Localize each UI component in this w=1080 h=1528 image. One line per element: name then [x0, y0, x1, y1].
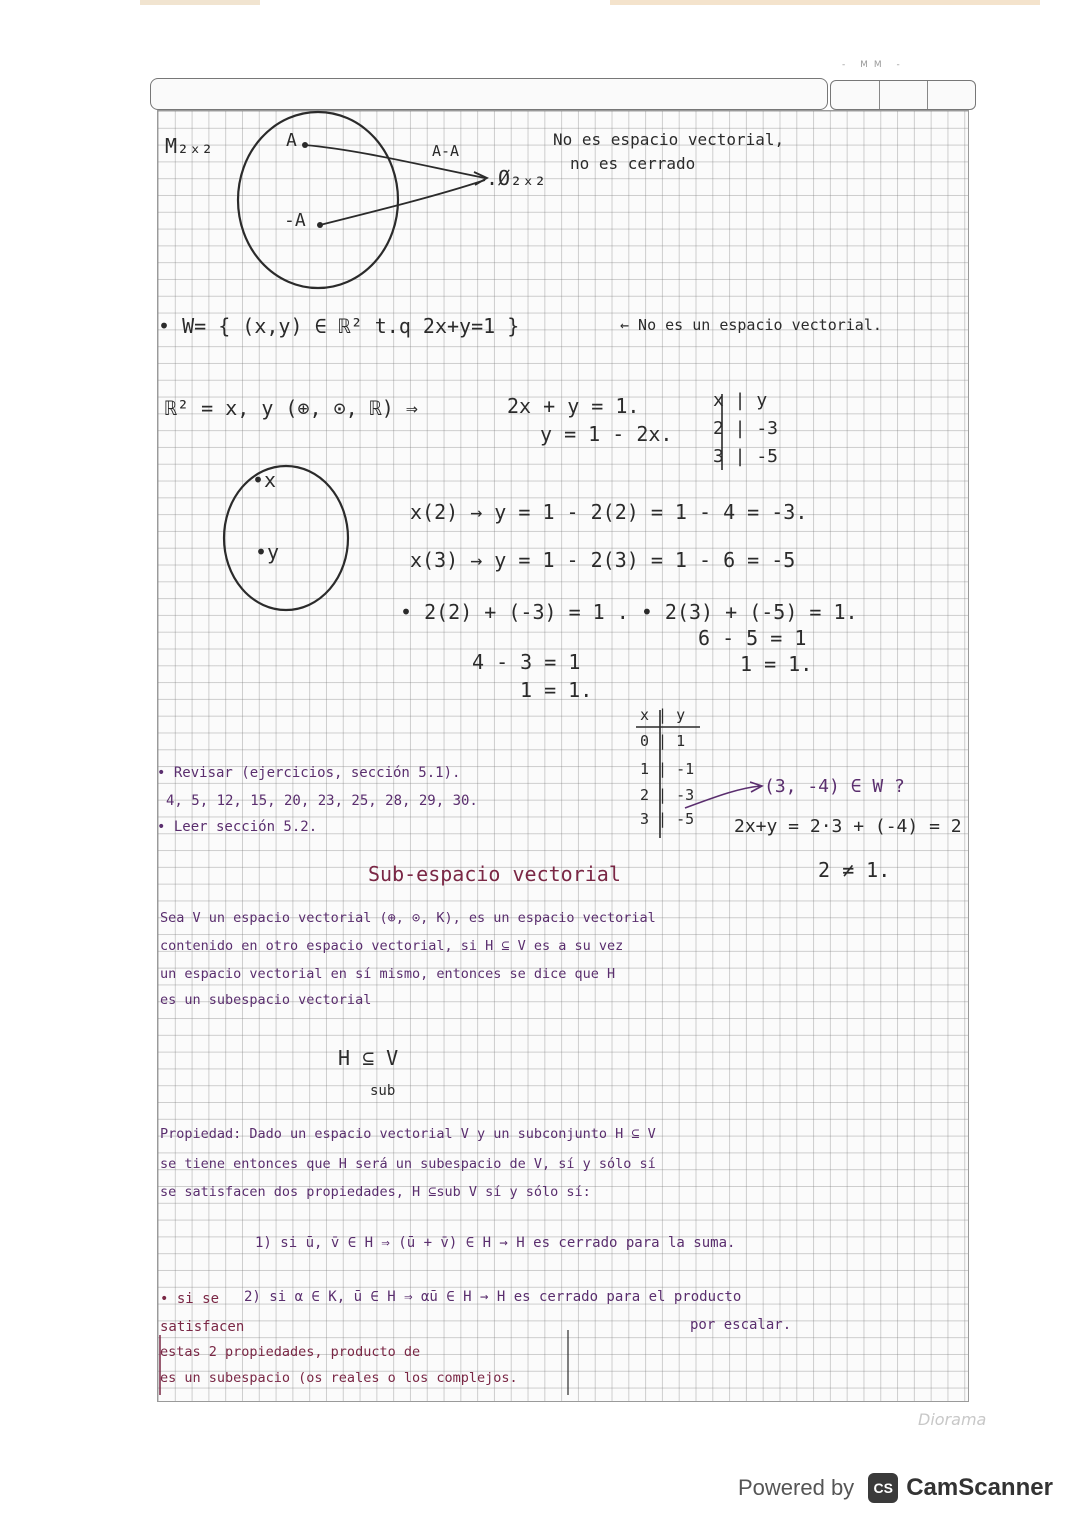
not-equal-result: 2 ≠ 1. — [818, 858, 891, 882]
label-m2x2: M₂ₓ₂ — [165, 134, 214, 158]
label-minus-a: -A — [284, 210, 306, 231]
side-note-2: estas 2 propiedades, producto de — [160, 1344, 421, 1360]
review-exercise-list: 4, 5, 12, 15, 20, 23, 25, 28, 29, 30. — [166, 793, 478, 809]
camscanner-footer — [738, 1470, 1053, 1506]
property-line-1: Propiedad: Dado un espacio vectorial V y un subconjunto H ⊆ V — [160, 1126, 656, 1142]
property-2-lead: • si se — [160, 1291, 220, 1307]
property-1: 1) si ū, v̄ ∈ H ⇒ (ū + v̄) ∈ H → H es cerrado para la suma. — [255, 1235, 736, 1251]
circle-point-x: •x — [252, 468, 277, 492]
review-exercises: • Revisar (ejercicios, sección 5.1). — [157, 765, 461, 781]
question-point-in-w: (3, -4) ∈ W ? — [764, 776, 905, 797]
set-circle-r2 — [224, 466, 348, 610]
table2-row3: 2 | -3 — [640, 786, 695, 804]
calc-line-6: 1 = 1. — [740, 652, 813, 676]
label-zero-matrix: .Ø₂ₓ₂ — [486, 166, 547, 190]
note-not-closed: no es cerrado — [570, 154, 696, 173]
definition-line-4: es un subespacio vectorial — [160, 992, 372, 1008]
definition-line-2: contenido en otro espacio vectorial, si H ⊆ V es a su vez — [160, 938, 624, 954]
calc-line-5: 4 - 3 = 1 — [472, 650, 581, 674]
label-a-minus-a: A-A — [432, 142, 460, 160]
calc-line-4: 6 - 5 = 1 — [698, 626, 807, 650]
table1-head: x | y — [713, 390, 768, 411]
equation-2: y = 1 - 2x. — [540, 422, 673, 446]
table1-row2: 3 | -5 — [713, 446, 779, 467]
calc-line-2: x(3) → y = 1 - 2(3) = 1 - 6 = -5 — [410, 548, 796, 572]
side-note-3: es un subespacio (os reales o los complejos. — [160, 1370, 518, 1386]
property-2-continuation: por escalar. — [690, 1317, 792, 1333]
equation-1: 2x + y = 1. — [507, 394, 640, 418]
date-label: - MM - — [842, 60, 906, 70]
calc-line-7: 1 = 1. — [520, 678, 593, 702]
w-note: ← No es un espacio vectorial. — [620, 316, 882, 334]
definition-line-1: Sea V un espacio vectorial (⊕, ⊙, K), es un espacio vectorial — [160, 910, 656, 926]
property-2: 2) si α ∈ K, ū ∈ H ⇒ αū ∈ H → H es cerrado para el producto — [244, 1289, 742, 1305]
set-circle-m2x2 — [238, 112, 398, 288]
read-section: • Leer sección 5.2. — [157, 819, 318, 835]
r2-definition: ℝ² = x, y (⊕, ⊙, ℝ) ⇒ — [165, 396, 418, 420]
notebook-brand-watermark: Diorama — [918, 1410, 987, 1429]
property-line-2: se tiene entonces que H será un subespacio de V, sí y sólo sí — [160, 1156, 656, 1172]
table2-row2: 1 | -1 — [640, 760, 695, 778]
table1-row1: 2 | -3 — [713, 418, 779, 439]
camscanner-logo-icon: CS — [868, 1473, 898, 1503]
side-note-1: satisfacen — [160, 1319, 245, 1335]
sub-label: sub — [370, 1083, 396, 1099]
circle-point-y: •y — [255, 540, 280, 564]
note-no-vector-space: No es espacio vectorial, — [553, 130, 785, 149]
section-title-subspace: Sub-espacio vectorial — [368, 862, 621, 886]
powered-by-text: Powered by — [738, 1475, 855, 1500]
table2-row4: 3 | -5 — [640, 810, 695, 828]
calc-line-3: • 2(2) + (-3) = 1 . • 2(3) + (-5) = 1. — [400, 600, 858, 624]
table2-row1: 0 | 1 — [640, 732, 686, 750]
check-substitution: 2x+y = 2·3 + (-4) = 2 — [734, 816, 962, 837]
definition-line-3: un espacio vectorial en sí mismo, entonces se dice que H — [160, 966, 616, 982]
table2-head: x | y — [640, 706, 686, 724]
camscanner-brand: CamScanner — [906, 1474, 1053, 1501]
h-subset-v: H ⊆ V — [338, 1046, 399, 1070]
w-definition: • W= { (x,y) ∈ ℝ² t.q 2x+y=1 } — [158, 314, 520, 338]
calc-line-1: x(2) → y = 1 - 2(2) = 1 - 4 = -3. — [410, 500, 808, 524]
label-a: A — [286, 130, 297, 151]
property-line-3: se satisfacen dos propiedades, H ⊆sub V sí y sólo sí: — [160, 1184, 591, 1200]
